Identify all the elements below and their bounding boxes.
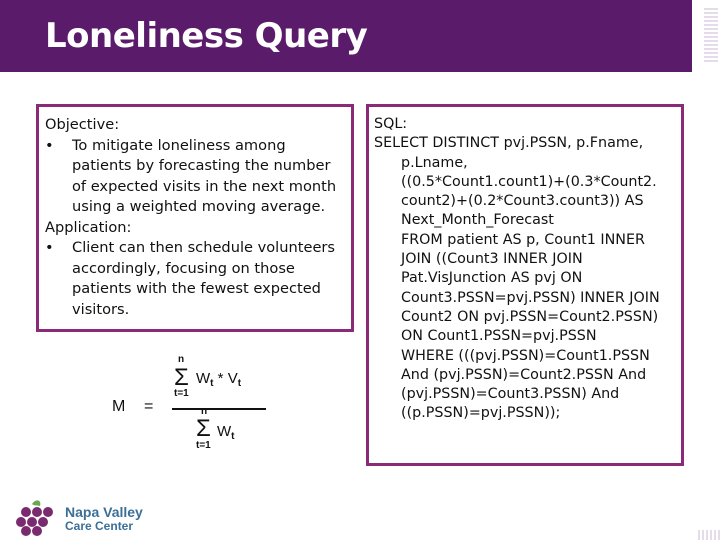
sql-box [366,104,684,466]
grape-logo-icon [12,498,62,538]
dot-pattern [704,8,718,64]
decorative-strip [692,0,720,72]
application-heading: Application: [45,218,132,236]
title-bar [0,0,695,72]
objective-content [45,115,349,320]
sum-lower-numerator: t=1 [174,388,189,399]
sigma-denominator: Σ [196,415,211,442]
objective-heading-text: Objective: [45,116,120,133]
logo-name-line1: Napa Valley [65,504,143,520]
sum-lower-denominator: t=1 [196,440,211,451]
sql-heading: SQL: [374,116,408,132]
objective-list [45,136,349,218]
logo-name-line2: Care Center [65,519,134,533]
sigma-numerator: Σ [174,364,189,391]
formula-lhs: M [112,398,126,415]
slide-title: Loneliness Query [45,16,368,56]
weighted-average-formula [100,340,300,470]
sum-upper-denominator: n [201,406,208,417]
corner-pattern [698,530,720,540]
fraction-bar [172,408,266,410]
sum-upper-numerator: n [178,354,185,365]
sql-content [374,115,684,424]
sql-first-line: SELECT DISTINCT pvj.PSSN, p.Fname, [374,135,644,152]
objective-heading [45,115,349,136]
sql-continuation: p.Lname, ((0.5*Count1.count1)+(0.3*Count2. count2)+(0.2*Count3.count3)) AS Next_Month_Forecast FROM patient AS p, Count1 INNER JOIN ((Count3 INNER JOIN Pat.VisJunction AS pvj ON Count3.PSSN=pvj.PSSN) INNER JOIN Count2 ON pvj.PSSN=Count2.PSSN) ON Count1.PSSN=pvj.PSSN WHERE (((pvj.PSSN)=Count1.PSSN And (pvj.PSSN)=Count2.PSSN And (pvj.PSSN)=Count3.PSSN) And ((p.PSSN)=pvj.PSSN)); [401,154,660,422]
application-bullet: • Client can then schedule volunteers accordingly, focusing on those patients with the fewest expected visitors. [45,238,349,320]
company-logo [12,498,162,538]
objective-box [36,104,354,332]
formula-numerator: $W_t * V_t$ [196,370,242,389]
objective-bullet: • To mitigate loneliness among patients by forecasting the number of expected visits in the next month using a weighted moving average. [45,136,349,218]
formula-equals: = [144,398,154,415]
application-list [45,238,349,320]
formula-denominator: $W_t$ [217,423,235,442]
